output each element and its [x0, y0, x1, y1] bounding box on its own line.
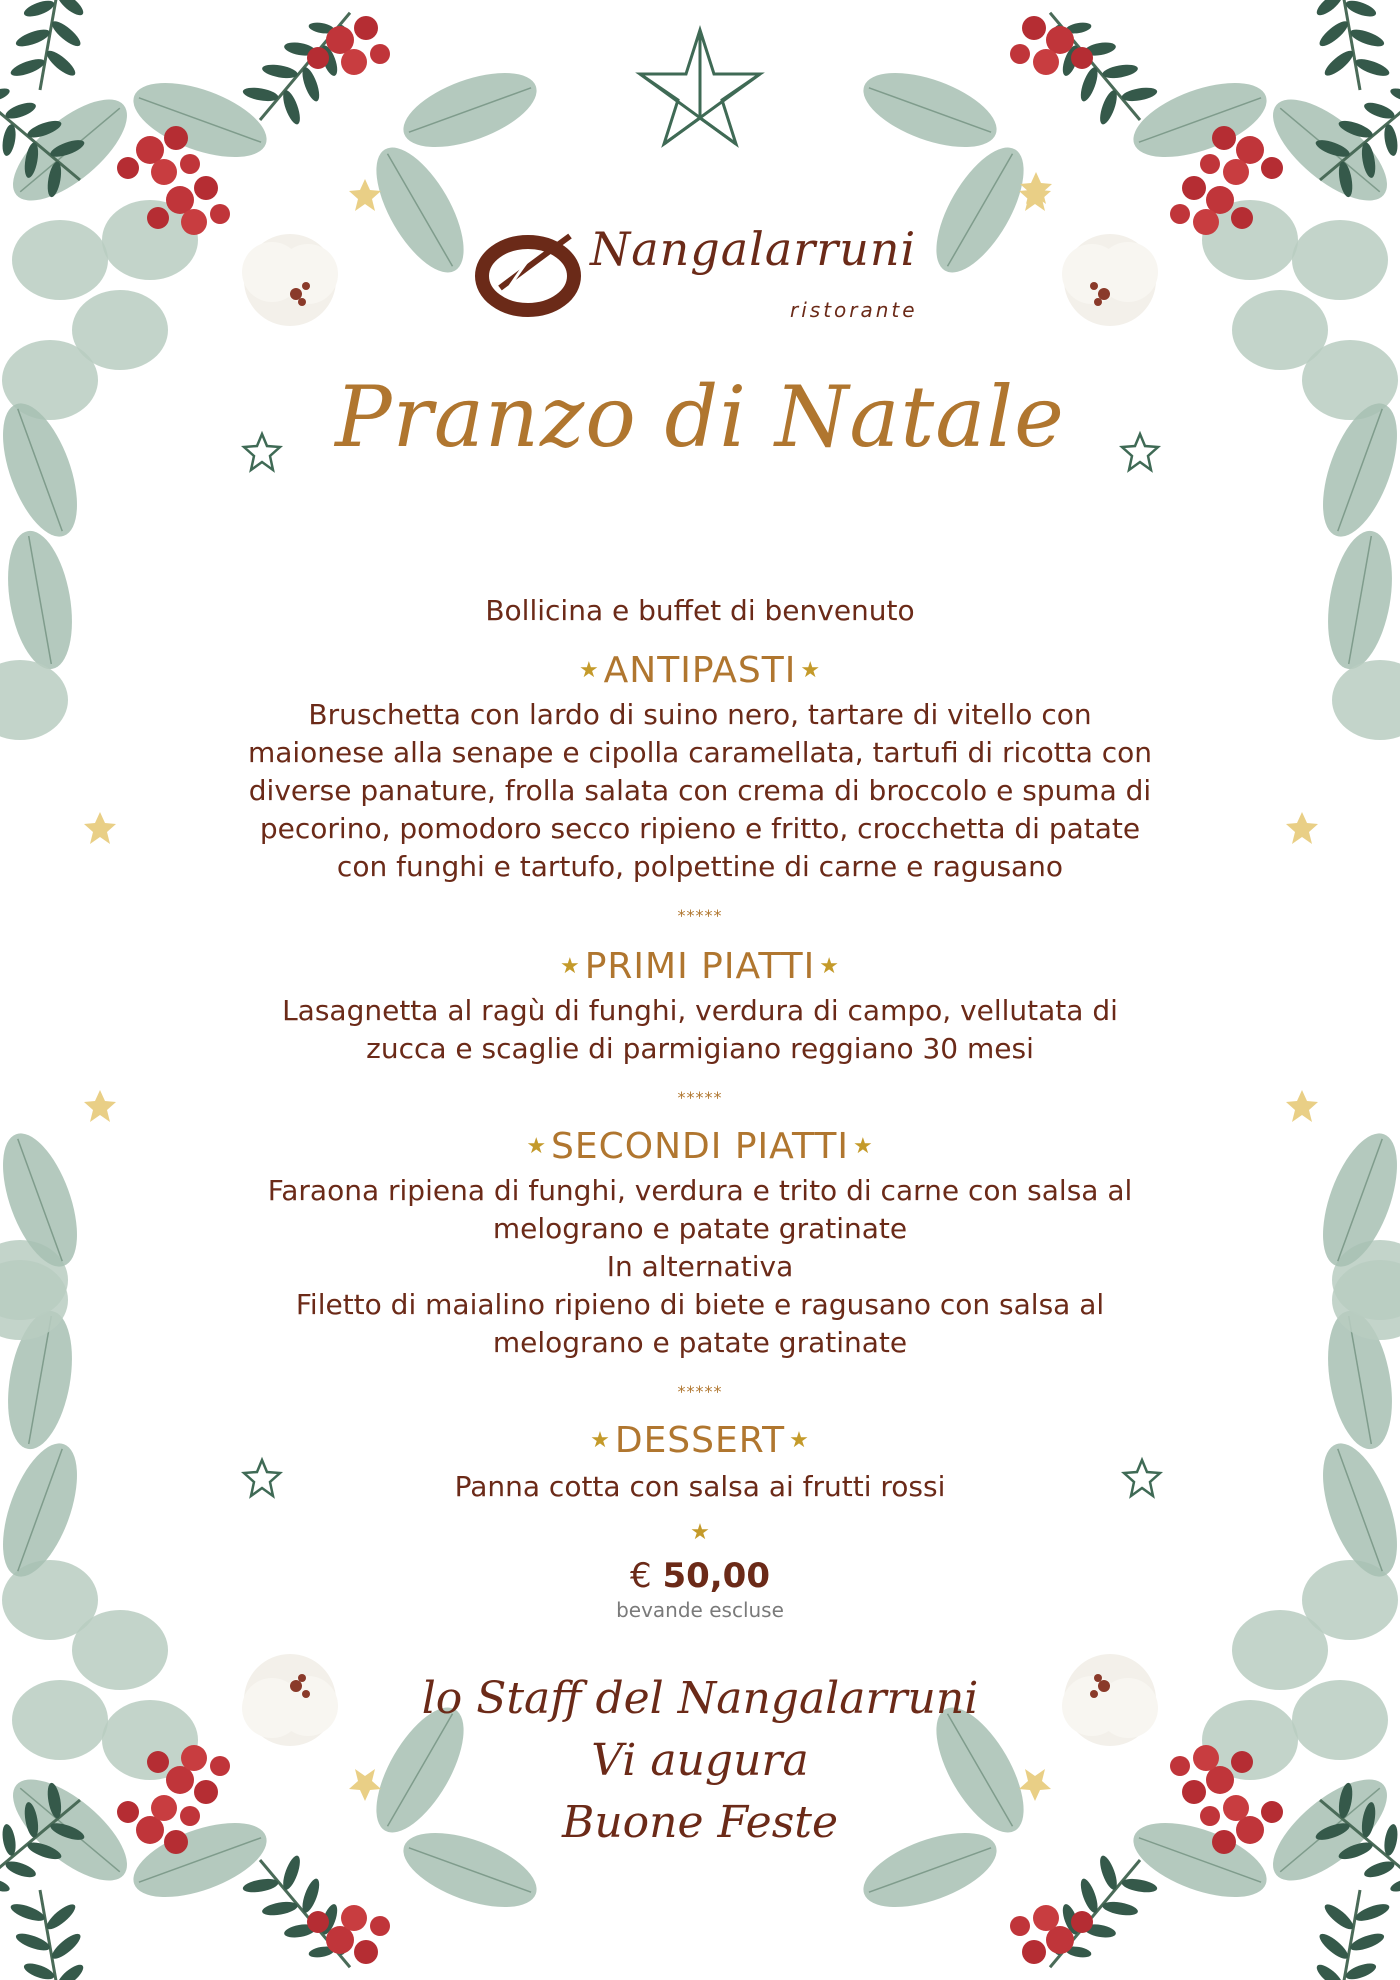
star-icon: ★ [526, 1134, 548, 1159]
brand-name: Nangalarruni [590, 222, 917, 276]
price-note: bevande escluse [616, 1598, 784, 1622]
section-heading-antipasti: ★ ANTIPASTI ★ [578, 650, 822, 691]
star-icon: ★ [852, 1134, 874, 1159]
separator: ***** [677, 1088, 723, 1107]
star-icon: ★ [578, 658, 600, 683]
star-icon: ★ [590, 1428, 611, 1453]
greeting-text: lo Staff del Nangalarruni Vi augura Buone Feste [421, 1673, 979, 1848]
page-title: Pranzo di Natale [335, 368, 1065, 466]
section-text-dessert: Panna cotta con salsa ai frutti rossi [454, 1470, 946, 1503]
section-text-primi: Lasagnetta al ragù di funghi, verdura di campo, vellutata di zucca e scaglie di parmigiano reggiano 30 mesi [282, 994, 1118, 1065]
separator: ***** [677, 906, 723, 925]
separator: ***** [677, 1382, 723, 1401]
star-icon: ★ [789, 1428, 810, 1453]
price: € 50,00 [630, 1556, 770, 1596]
section-heading-secondi: ★ SECONDI PIATTI ★ [526, 1126, 874, 1167]
section-text-antipasti: Bruschetta con lardo di suino nero, tartare di vitello con maionese alla senape e cipolla caramellata, tartufi di ricotta con diverse panature, frolla salata con crema di broccolo e spuma di pecorino, pomodoro secco ripieno e fritto, crocchetta di patate con funghi e tartufo, polpettine di carne e ragusano [247, 698, 1153, 883]
star-icon: ★ [800, 658, 822, 683]
section-heading-primi: ★ PRIMI PIATTI ★ [559, 946, 841, 987]
star-icon: ★ [819, 954, 841, 979]
restaurant-logo-icon [470, 228, 590, 318]
star-icon: ★ [559, 954, 581, 979]
section-text-secondi: Faraona ripiena di funghi, verdura e trito di carne con salsa al melograno e patate gratinate In alternativa Filetto di maialino ripieno di biete e ragusano con salsa al melograno e patate gratinate [267, 1174, 1133, 1359]
welcome-line: Bollicina e buffet di benvenuto [485, 594, 915, 627]
section-heading-dessert: ★ DESSERT ★ [590, 1420, 810, 1461]
price-star-icon: ★ [690, 1520, 710, 1545]
brand-subtitle: ristorante [790, 298, 918, 322]
